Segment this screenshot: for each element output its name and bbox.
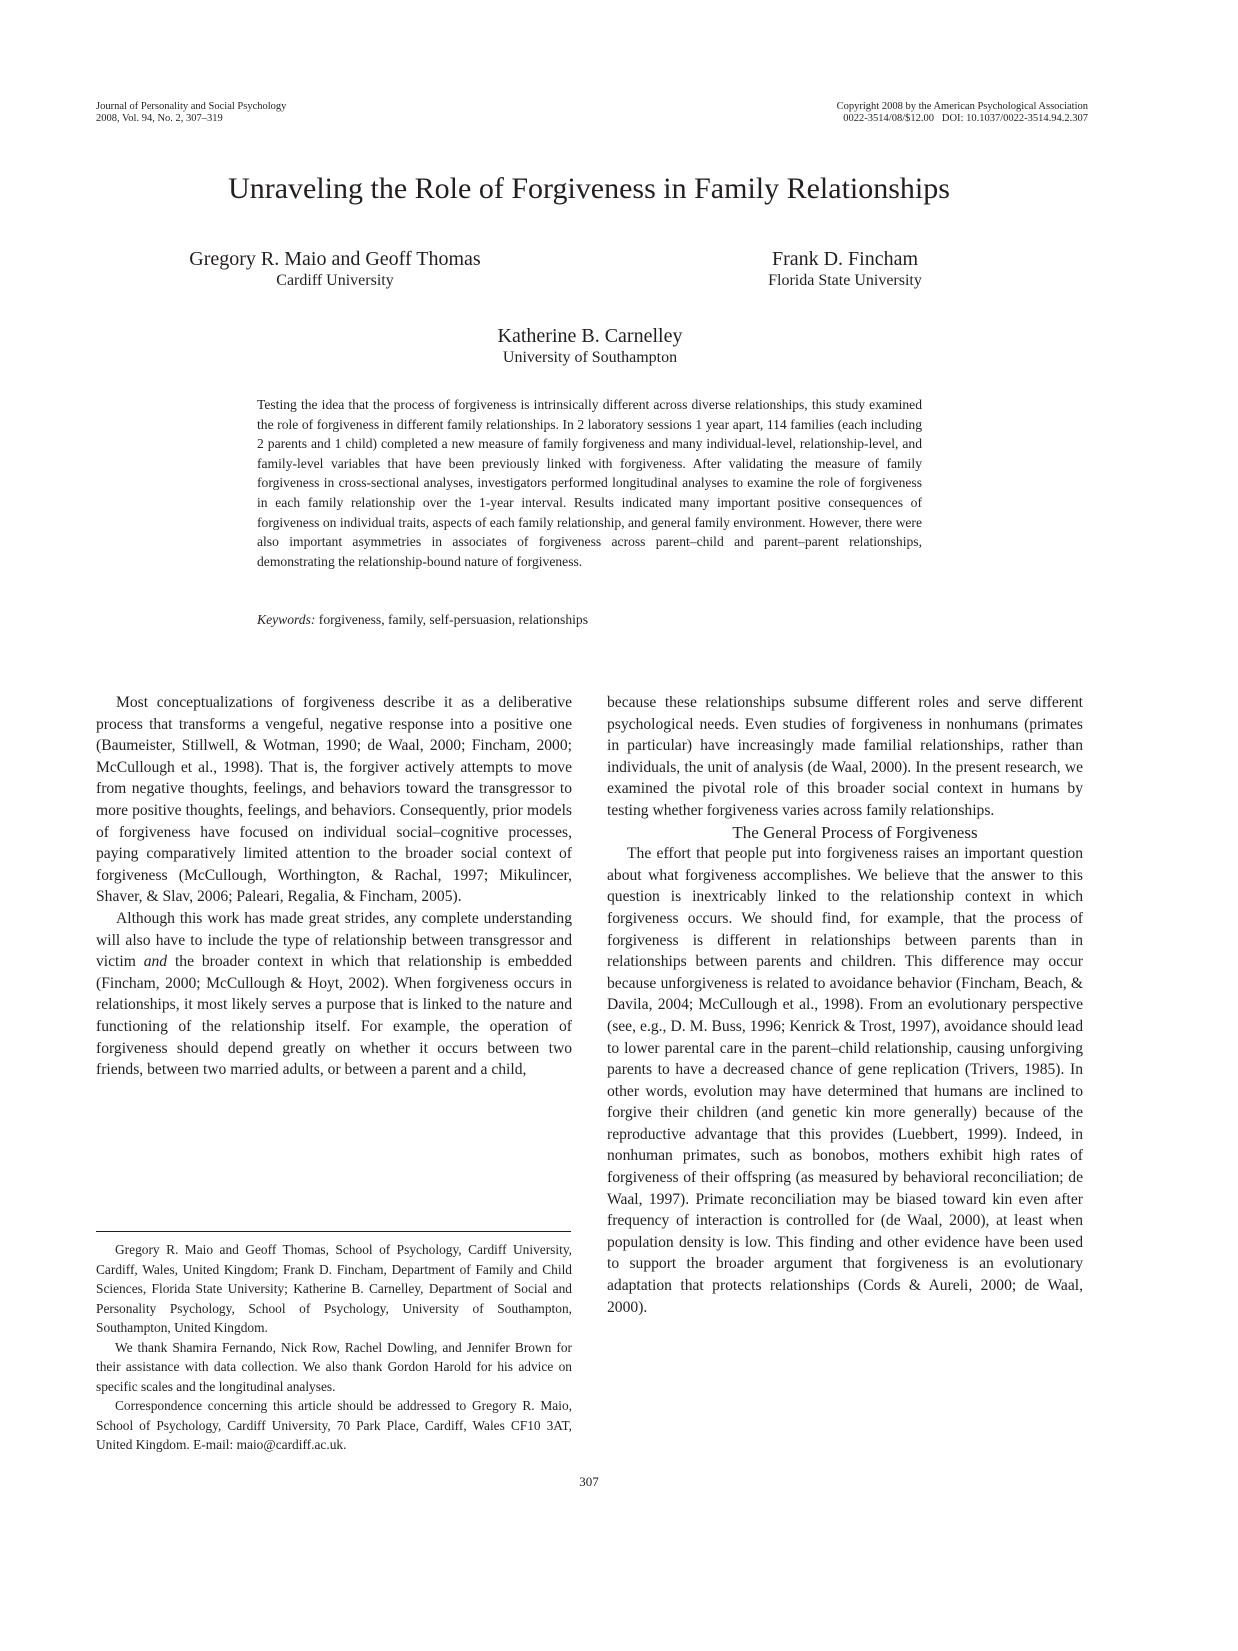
body-column-right	[607, 692, 1083, 1318]
doi-line: 0022-3514/08/$12.00 DOI: 10.1037/0022-3514.94.2.307	[843, 113, 1088, 124]
keywords-text: forgiveness, family, self-persuasion, relationships	[315, 612, 588, 627]
footnote-divider	[96, 1231, 571, 1232]
article-title: Unraveling the Role of Forgiveness in Family Relationships	[228, 172, 950, 205]
body-paragraph: because these relationships subsume different roles and serve different psychological needs. Even studies of forgiveness in nonhumans (primates in particular) have increasingly made familial relationships, rather than individuals, the unit of analysis (de Waal, 2000). In the present research, we examined the pivotal role of this broader social context in humans by testing whether forgiveness varies across family relationships.	[607, 694, 1083, 819]
emphasis-text: and	[143, 953, 168, 971]
body-paragraph: Most conceptualizations of forgiveness describe it as a deliberative process that transforms a vengeful, negative response into a positive one (Baumeister, Stillwell, & Wotman, 1990; de Waal, 2000; Fincham, 2000; McCullough et al., 1998). That is, the forgiver actively attempts to move from negative thoughts, feelings, and behaviors toward the transgressor to more positive thoughts, feelings, and behaviors. Consequently, prior models of forgiveness have focused on individual social–cognitive processes, paying comparatively limited attention to the broader social context of forgiveness (McCullough, Worthington, & Rachal, 1997; Mikulincer, Shaver, & Slav, 2006; Paleari, Regalia, & Fincham, 2005).	[96, 694, 572, 906]
text-run: Although this work has made great strides, any complete understanding will also have to include the type of relationship between transgressor and victim	[96, 909, 572, 971]
footnote-acknowledgments: We thank Shamira Fernando, Nick Row, Rachel Dowling, and Jennifer Brown for their assistance with data collection. We also thank Gordon Harold for his advice on specific scales and the longitudinal analyses.	[96, 1339, 572, 1394]
running-header-right	[837, 101, 1088, 125]
journal-name: Journal of Personality and Social Psychology	[96, 101, 287, 112]
volume-info: 2008, Vol. 94, No. 2, 307–319	[96, 113, 223, 124]
footnote-affiliations: Gregory R. Maio and Geoff Thomas, School of Psychology, Cardiff University, Cardiff, Wales, United Kingdom; Frank D. Fincham, Department of Family and Child Sciences, Florida State University; Katherine B. Carnelley, Department of Social and Personality Psychology, School of Psychology, University of Southampton, Southampton, United Kingdom.	[96, 1242, 572, 1335]
author-name: Frank D. Fincham	[771, 248, 919, 270]
section-heading: The General Process of Forgiveness	[732, 822, 978, 842]
body-paragraph	[96, 908, 572, 1081]
page-number: 307	[579, 1474, 599, 1489]
author-block-3	[440, 324, 740, 367]
body-paragraph: The effort that people put into forgiveness raises an important question about what forgiveness accomplishes. We believe that the answer to this question is inextricably linked to the relationship context in which forgiveness occurs. We should find, for example, that the process of forgiveness is different in relationships between parents than in relationships between parents and children. This difference may occur because unforgiveness is related to avoidance behavior (Fincham, Beach, & Davila, 2004; McCullough et al., 1998). From an evolutionary perspective (see, e.g., D. M. Buss, 1996; Kenrick & Trost, 1997), avoidance should lead to lower parental care in the parent–child relationship, causing unforgiving parents to have a decreased chance of gene replication (Trivers, 1985). In other words, evolution may have determined that humans are inclined to forgive their children (and genetic kin more generally) because of the reproductive advantage that this provides (Luebbert, 1999). Indeed, in nonhuman primates, such as bonobos, mothers exhibit high rates of forgiveness of their offspring (as measured by behavioral reconciliation; de Waal, 1997). Primate reconciliation may be biased toward kin even after frequency of interaction is controlled for (de Waal, 2000), at least when population density is low. This finding and other evidence have been used to support the broader argument that forgiveness is an evolutionary adaptation that protects relationships (Cords & Aureli, 2000; de Waal, 2000).	[607, 845, 1083, 1316]
text-run: the broader context in which that relationship is embedded (Fincham, 2000; McCullough & Hoyt, 2002). When forgiveness occurs in relationships, it most likely serves a purpose that is linked to the nature and functioning of the relationship itself. For example, the operation of forgiveness should depend greatly on whether it occurs between two friends, between two married adults, or between a parent and a child,	[96, 953, 572, 1079]
author-affiliation: University of Southampton	[502, 349, 678, 366]
author-block-2	[740, 247, 950, 290]
abstract: Testing the idea that the process of forgiveness is intrinsically different across diverse relationships, this study examined the role of forgiveness in different family relationships. In 2 laboratory sessions 1 year apart, 114 families (each including 2 parents and 1 child) completed a new measure of family forgiveness and many individual-level, relationship-level, and family-level variables that have been previously linked with forgiveness. After validating the measure of family forgiveness in cross-sectional analyses, investigators performed longitudinal analyses to examine the role of forgiveness in each family relationship over the 1-year interval. Results indicated many important positive consequences of forgiveness on individual traits, aspects of each family relationship, and general family environment. However, there were also important asymmetries in associates of forgiveness across parent–child and parent–parent relationships, demonstrating the relationship-bound nature of forgiveness.	[257, 397, 922, 569]
author-affiliation: Cardiff University	[276, 272, 394, 289]
keywords	[257, 612, 922, 628]
keywords-label: Keywords:	[257, 612, 316, 627]
body-column-left	[96, 692, 572, 1081]
copyright-line: Copyright 2008 by the American Psychological Association	[836, 101, 1088, 112]
author-block-1	[165, 247, 505, 290]
running-header-left	[96, 101, 286, 125]
footnote-correspondence: Correspondence concerning this article should be addressed to Gregory R. Maio, School of Psychology, Cardiff University, 70 Park Place, Cardiff, Wales CF10 3AT, United Kingdom. E-mail: maio@cardiff.ac.uk.	[96, 1398, 572, 1452]
author-name: Katherine B. Carnelley	[497, 325, 683, 347]
author-affiliation: Florida State University	[768, 272, 922, 289]
author-name: Gregory R. Maio and Geoff Thomas	[189, 248, 481, 270]
author-footnotes	[96, 1240, 572, 1455]
